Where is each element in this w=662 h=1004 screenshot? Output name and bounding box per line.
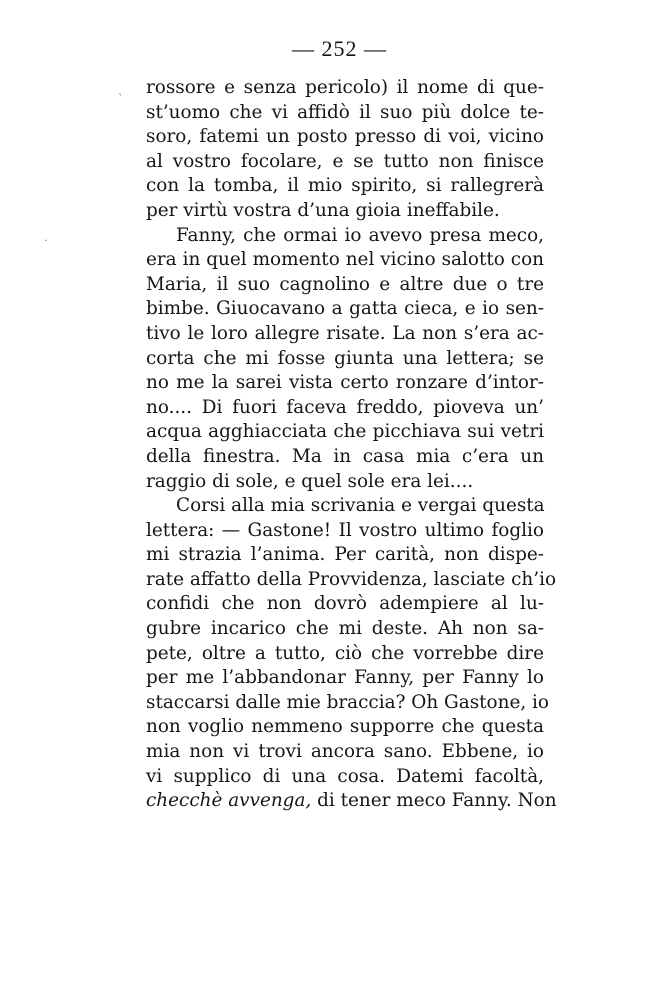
text-line: rate affatto della Provvidenza, lasciate ch’io [146, 568, 557, 590]
text-line: mi strazia l’anima. Per carità, non dispe- [146, 544, 544, 566]
text-line: corta che mi fosse giunta una lettera; se [146, 347, 544, 369]
text-line: st’uomo che vi affidò il suo più dolce te- [146, 101, 544, 123]
text-line: era in quel momento nel vicino salotto con [146, 249, 544, 271]
text-line: soro, fatemi un posto presso di voi, vicino [146, 126, 544, 148]
text-line: pete, oltre a tutto, ciò che vorrebbe dire [146, 642, 544, 664]
text-line: raggio di sole, e quel sole era lei.... [146, 470, 474, 492]
text-line: Fanny, che ormai io avevo presa meco, [176, 224, 544, 246]
text-line: rossore e senza pericolo) il nome di que- [146, 77, 544, 98]
body-text [146, 76, 557, 814]
specks: ˋ [118, 92, 124, 105]
text-line: staccarsi dalle mie braccia? Oh Gastone, io [146, 691, 549, 713]
text-line: no.... Di fuori faceva freddo, pioveva un’ [146, 396, 544, 418]
text-line: per virtù vostra d’una gioia ineffabile. [146, 199, 500, 221]
text-line: vi supplico di una cosa. Datemi facoltà, [146, 765, 544, 787]
text-line: non voglio nemmeno supporre che questa [146, 716, 544, 738]
text-line: con la tomba, il mio spirito, si rallegrerà [146, 175, 544, 197]
text-line-final [146, 789, 557, 814]
text-line: della finestra. Ma in casa mia c’era un [146, 445, 544, 467]
text-line: al vostro focolare, e se tutto non finisce [146, 150, 544, 172]
text-line: gubre incarico che mi deste. Ah non sa- [146, 618, 544, 640]
text-line: bimbe. Giuocavano a gatta cieca, e io sen- [146, 298, 544, 320]
text-line: acqua agghiacciata che picchiava sui vetri [146, 421, 544, 443]
line-rest: di tener meco Fanny. Non [311, 790, 557, 812]
text-line: per me l’abbandonar Fanny, per Fanny lo [146, 667, 544, 689]
text-line: Maria, il suo cagnolino e altre due o tre [146, 273, 544, 295]
text-line: confidi che non dovrò adempiere al lu- [146, 593, 544, 615]
italic-phrase: checchè avvenga, [146, 790, 312, 812]
text-line: no me la sarei vista certo ronzare d’intor- [146, 372, 544, 394]
specks: · [44, 234, 48, 247]
text-line: tivo le loro allegre risate. La non s’era ac- [146, 322, 544, 344]
text-line: lettera: — Gastone! Il vostro ultimo foglio [146, 519, 544, 541]
text-line: mia non vi trovi ancora sano. Ebbene, io [146, 741, 544, 763]
text-line: Corsi alla mia scrivania e vergai questa [176, 495, 545, 517]
page-number: — 252 — [292, 36, 387, 61]
